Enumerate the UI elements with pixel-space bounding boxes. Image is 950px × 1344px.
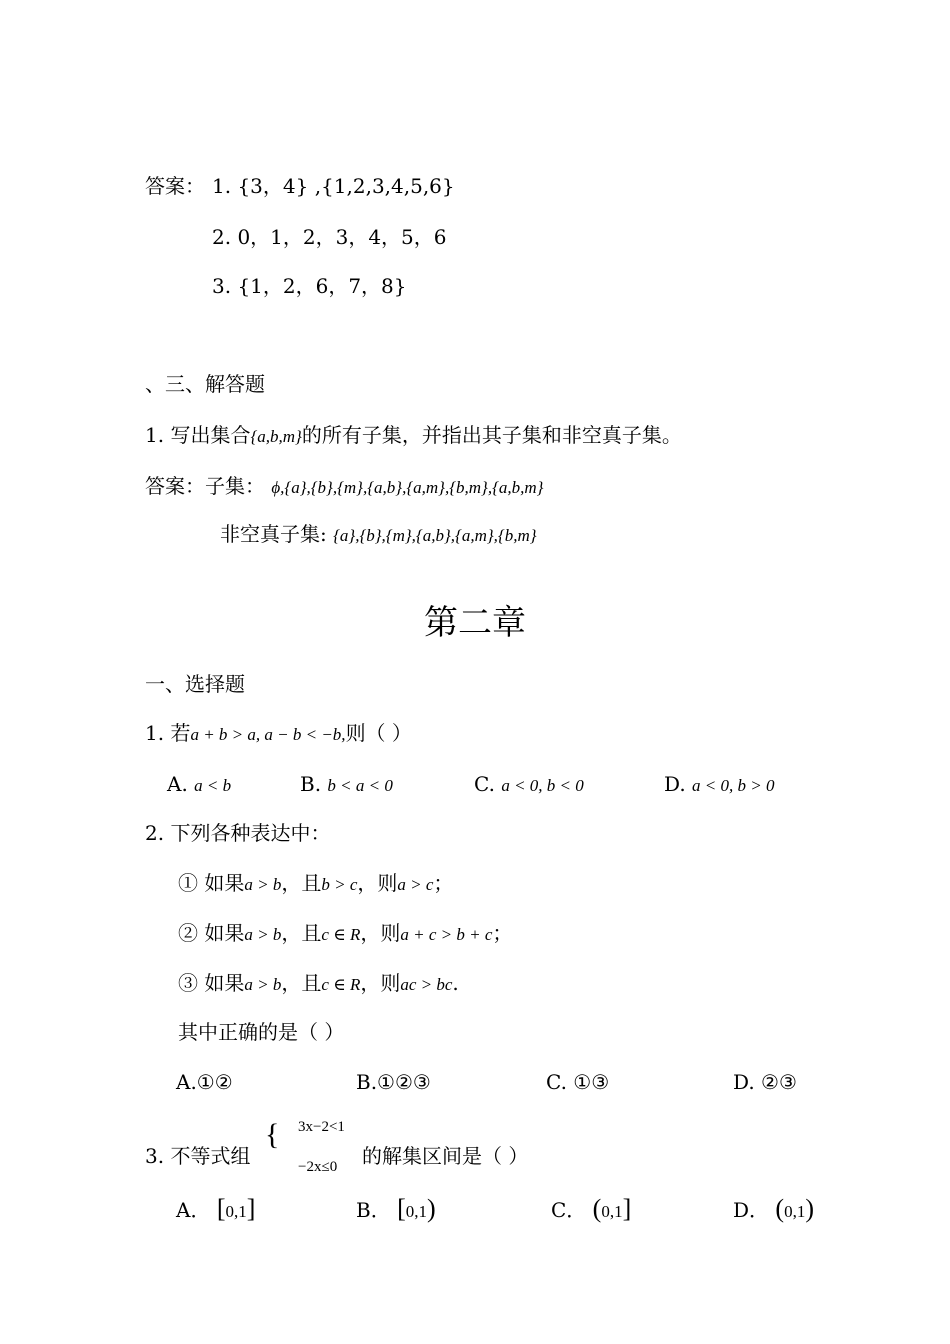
option-label: B.: [300, 772, 322, 796]
q2-statement-2: [178, 923, 512, 943]
option-label: A．: [176, 1198, 211, 1222]
bracket: ): [805, 1194, 814, 1223]
set-notation: {a,b,m}: [250, 427, 302, 446]
q-condition: a + b > a, a − b < −b,: [190, 725, 346, 744]
bracket: ): [426, 1194, 436, 1223]
option-value: a < 0, b < 0: [501, 776, 584, 795]
q3-suffix: 的解集区间是（ ）: [362, 1144, 529, 1168]
text: ，则: [360, 971, 401, 995]
answer-label: 答案：: [145, 174, 205, 198]
q-prefix: 1. 若: [145, 721, 191, 745]
option-label: D．: [733, 1198, 770, 1222]
question-1: [145, 723, 412, 743]
answer-subsets: [145, 476, 543, 496]
text: ；: [433, 871, 454, 895]
proper-label: 非空真子集:: [220, 522, 327, 546]
math: a > c: [397, 875, 434, 894]
text: ，且: [281, 871, 322, 895]
option-label: D.: [664, 772, 686, 796]
q1-option-d: [664, 774, 775, 794]
q2-question: 其中正确的是（ ）: [178, 1020, 345, 1044]
q1-option-a: [167, 774, 231, 794]
math: a > b: [244, 925, 282, 944]
answer-item-3: 3. {1，2，6，7，8}: [212, 274, 407, 298]
chapter-title: 第二章: [424, 603, 526, 643]
proper-value: {a},{b},{m},{a,b},{a,m},{b,m}: [333, 526, 537, 545]
answer-item-2: 2. 0，1，2，3，4，5，6: [212, 225, 447, 249]
text: ，且: [281, 971, 322, 995]
q3-inequality-2: −2x≤0: [298, 1159, 338, 1175]
q3-option-c: [551, 1196, 631, 1222]
subsets-label: 子集：: [205, 474, 265, 498]
q-suffix: 则（ ）: [345, 721, 412, 745]
option-value: 0,1: [784, 1202, 806, 1221]
bracket: ]: [246, 1194, 256, 1223]
option-label: B．: [356, 1198, 391, 1222]
option-value: a < b: [194, 776, 232, 795]
q2-option-b: B.①②③: [356, 1070, 431, 1094]
math: b > c: [321, 875, 358, 894]
q-suffix: 的所有子集，并指出其子集和非空真子集。: [301, 423, 682, 447]
q3-inequality-1: 3x−2<1: [298, 1119, 345, 1135]
brace-icon: {: [265, 1118, 280, 1151]
question-2: 2. 下列各种表达中：: [145, 821, 331, 845]
math: a > b: [244, 975, 282, 994]
section-heading-3: 、三、解答题: [145, 372, 265, 396]
question-3-1: [145, 425, 682, 445]
section-heading-1: 一、选择题: [145, 672, 245, 696]
statement-prefix: ③ 如果: [178, 971, 245, 995]
q3-option-b: [356, 1196, 436, 1222]
q2-option-d: D. ②③: [733, 1070, 797, 1094]
answer-proper-subsets: [220, 524, 537, 544]
math: a > b: [244, 875, 282, 894]
q-prefix: 1. 写出集合: [145, 423, 251, 447]
text: .: [452, 971, 459, 995]
text: ；: [492, 921, 513, 945]
q1-option-b: [300, 774, 393, 794]
option-value: 0,1: [601, 1202, 623, 1221]
statement-prefix: ① 如果: [178, 871, 245, 895]
math: a + c > b + c: [400, 925, 493, 944]
option-label: A.: [167, 772, 188, 796]
bracket: (: [775, 1194, 785, 1223]
q3-option-d: [733, 1196, 814, 1222]
math: c ∈ R: [321, 975, 361, 994]
option-label: C．: [551, 1198, 587, 1222]
q2-option-a: A.①②: [176, 1070, 233, 1094]
math: c ∈ R: [321, 925, 361, 944]
q2-statement-3: [178, 973, 459, 993]
bracket: (: [592, 1194, 602, 1223]
text: ，且: [281, 921, 322, 945]
q2-option-c: C. ①③: [546, 1070, 610, 1094]
option-value: a < 0, b > 0: [692, 776, 775, 795]
option-label: C.: [474, 772, 495, 796]
q2-statement-1: [178, 873, 453, 893]
bracket: [: [397, 1194, 406, 1223]
subsets-value: ϕ,{a},{b},{m},{a,b},{a,m},{b,m},{a,b,m}: [271, 478, 544, 497]
bracket: ]: [622, 1194, 632, 1223]
q3-prefix: 3. 不等式组: [145, 1144, 251, 1168]
q1-option-c: [474, 774, 584, 794]
math: ac > bc: [400, 975, 453, 994]
text: ，则: [360, 921, 401, 945]
text: ，则: [357, 871, 398, 895]
q3-option-a: [176, 1196, 255, 1222]
bracket: [: [216, 1194, 226, 1223]
answer-label: 答案：: [145, 474, 205, 498]
option-value: 0,1: [225, 1202, 247, 1221]
answer-item-1: 1. {3，4} ,{1,2,3,4,5,6}: [212, 174, 455, 198]
statement-prefix: ② 如果: [178, 921, 245, 945]
option-value: b < a < 0: [327, 776, 393, 795]
option-value: 0,1: [405, 1202, 427, 1221]
